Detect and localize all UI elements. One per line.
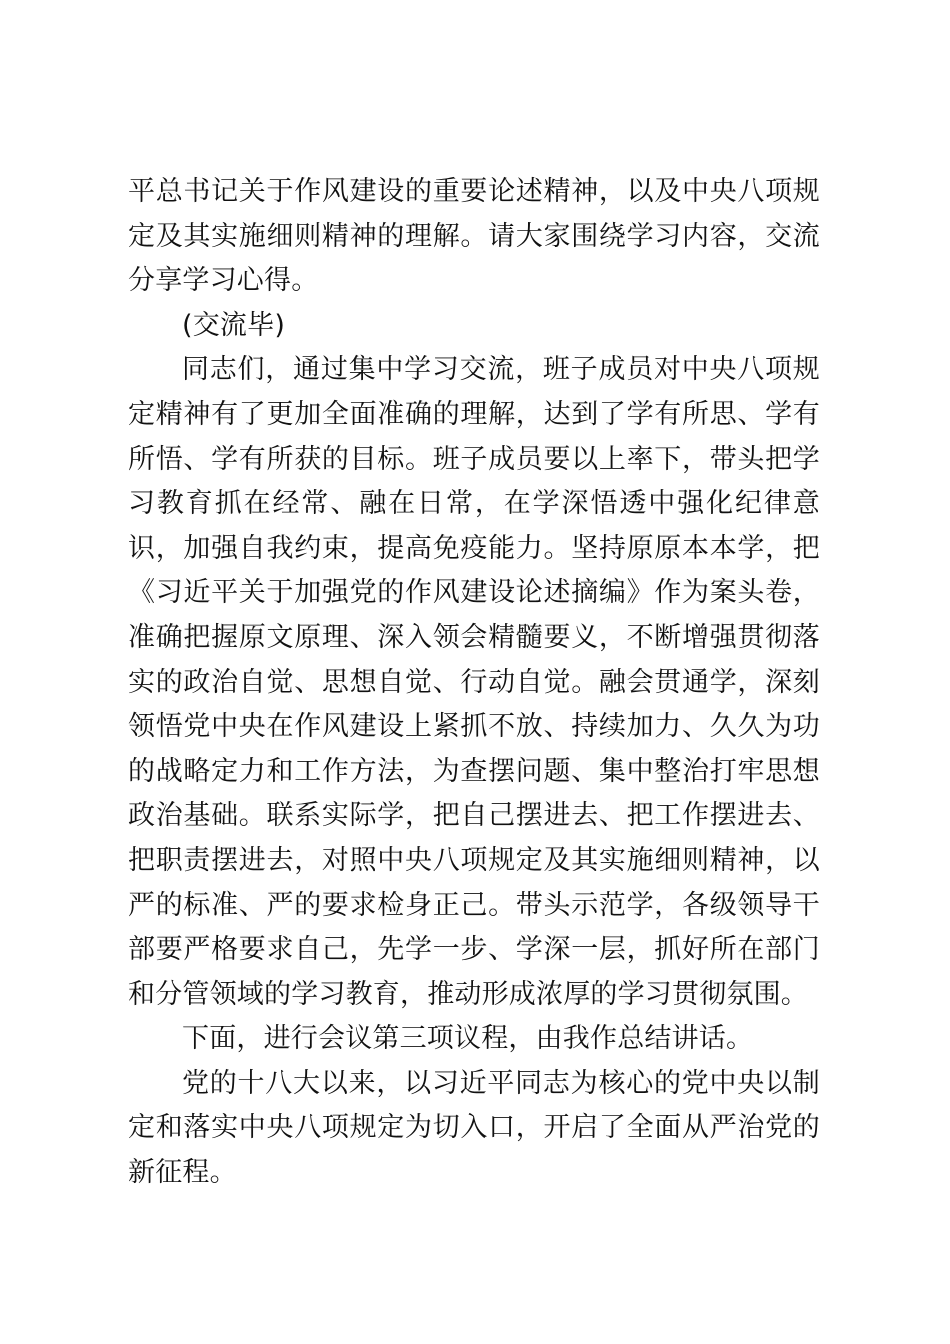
paragraph-agenda-third: 下面，进行会议第三项议程，由我作总结讲话。 <box>182 1023 754 1055</box>
paragraph-since-18th-congress: 党的十八大以来，以习近平同志为核心的党中央以制定和落实中央八项规定为切入口，开启了全面从严治党的新征程。 <box>128 1067 820 1189</box>
document-body <box>128 170 820 1196</box>
paragraph-continuation: 平总书记关于作风建设的重要论述精神，以及中央八项规定及其实施细则精神的理解。请大家围绕学习内容，交流分享学习心得。 <box>128 176 820 297</box>
paragraph-study-summary: 同志们，通过集中学习交流，班子成员对中央八项规定精神有了更加全面准确的理解，达到了学有所思、学有所悟、学有所获的目标。班子成员要以上率下，带头把学习教育抓在经常、融在日常，在学深悟透中强化纪律意识，加强自我约束，提高免疫能力。坚持原原本本学，把《习近平关于加强党的作风建设论述摘编》作为案头卷，准确把握原文原理、深入领会精髓要义，不断增强贯彻落实的政治自觉、思想自觉、行动自觉。融会贯通学，深刻领悟党中央在作风建设上紧抓不放、持续加力、久久为功的战略定力和工作方法，为查摆问题、集中整治打牢思想政治基础。联系实际学，把自己摆进去、把工作摆进去、把职责摆进去，对照中央八项规定及其实施细则精神，以严的标准、严的要求检身正己。带头示范学，各级领导干部要严格要求自己，先学一步、学深一层，抓好所在部门和分管领域的学习教育，推动形成浓厚的学习贯彻氛围。 <box>128 354 820 1010</box>
paragraph-exchange-end: (交流毕) <box>182 309 286 341</box>
